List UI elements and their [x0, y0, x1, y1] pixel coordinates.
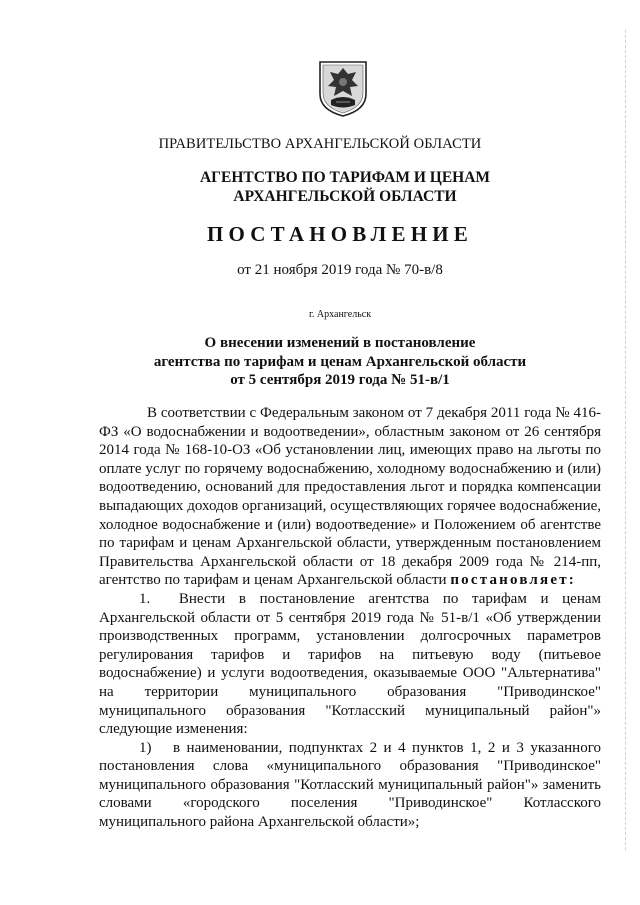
agency-name-line2: АРХАНГЕЛЬСКОЙ ОБЛАСТИ	[233, 188, 457, 205]
preamble-paragraph	[99, 404, 601, 590]
preamble-text: В соответствии с Федеральным законом от 7 декабря 2011 года № 416-ФЗ «О водоснабжении и водоотведении», областным законом от 26 сентября 2014 года № 168-10-ОЗ «Об установлении лиц, имеющих право на льготы по оплате услуг по горячему водоснабжению, холодному водоснабжению и (или) водоотведению, оснований для предоставления льгот и порядка компенсации выпадающих доходов организаций, осуществляющих горячее водоснабжение, холодное водоснабжение и (или) водоотведение» и Положением об агентстве по тарифам и ценам Архангельской области, утвержденным постановлением Правительства Архангельской области от 18 декабря 2009 года № 214-пп, агентство по тарифам и ценам Архангельской области	[99, 405, 601, 589]
document-body	[99, 404, 601, 832]
subject-line2: агентства по тарифам и ценам Архангельской области	[153, 353, 527, 370]
subject-line3: от 5 сентября 2019 года № 51-в/1	[230, 372, 450, 388]
agency-name	[25, 168, 640, 206]
government-name: ПРАВИТЕЛЬСТВО АРХАНГЕЛЬСКОЙ ОБЛАСТИ	[158, 136, 482, 152]
document-subject	[20, 334, 640, 390]
document-date-number: от 21 ноября 2019 года № 70-в/8	[237, 262, 443, 278]
document-city: г. Архангельск	[308, 309, 372, 320]
clause-1: 1. Внести в постановление агентства по тарифам и ценам Архангельской области от 5 сентября 2019 года № 51-в/1 «Об утверждении производственных программ, установлении долгосрочных параметров регулирования тарифов и тарифов на питьевую воду (питьевое водоснабжение) и услуги водоотведения, оказываемые ООО "Альтернатива" на территории муниципального образования "Приводинское" муниципального образования "Котласский муниципальный район"» следующие изменения:	[99, 590, 601, 738]
subject-line1: О внесении изменений в постановление	[204, 335, 476, 351]
resolves-word: постановляет:	[450, 572, 576, 589]
clause-1-subitem-1: 1) в наименовании, подпунктах 2 и 4 пунктов 1, 2 и 3 указанного постановления слова «муниципального образования "Приводинское" муниципального образования "Котласский муниципальный район"» заменить словами «городского поселения "Приводинское" Котласского муниципального района Архангельской области»;	[99, 739, 601, 831]
scan-edge-line	[624, 30, 626, 850]
coat-of-arms-emblem	[316, 58, 370, 118]
document-type-title: ПОСТАНОВЛЕНИЕ	[206, 222, 474, 246]
agency-name-line1: АГЕНТСТВО ПО ТАРИФАМ И ЦЕНАМ	[199, 169, 491, 186]
